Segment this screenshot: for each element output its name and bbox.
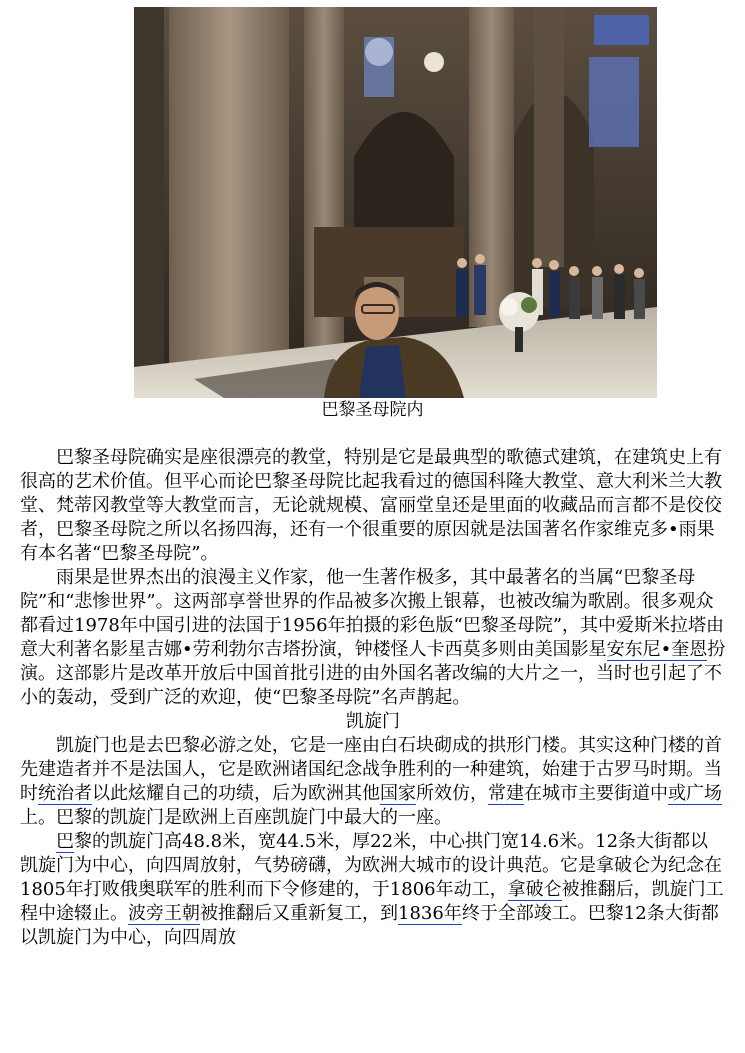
article-body xyxy=(20,446,726,950)
section-heading-arc: 凯旋门 xyxy=(346,711,400,732)
photo-notre-dame-interior xyxy=(134,7,657,398)
link-ruler[interactable]: 统治者 xyxy=(38,783,92,804)
paragraph-arc-details-text-c: 被推翻后又重新复工，到 xyxy=(200,903,398,924)
paragraph-arc-text-b: 以此炫耀自己的功绩，后为欧洲其他 xyxy=(92,783,380,804)
paragraph-arc-text-c: 所效仿， xyxy=(416,783,488,804)
paragraph-arc-details-text-a: 黎的凯旋门高48.8米，宽44.5米，厚22米，中心拱门宽14.6米。12条大街都以凯旋门为中心，向四周放射，气势磅礴，为欧洲大城市的设计典范。它是拿破仑为纪念在1805年打败俄奥联军的胜利而下令修建的，于1806年动工， xyxy=(20,831,722,900)
link-napoleon[interactable]: 拿破仑 xyxy=(507,879,562,900)
photo-caption: 巴黎圣母院内 xyxy=(321,400,424,420)
paragraph-arc-details-text-d: 终于全部竣工。巴黎12条大街都以凯旋门为中心，向四周放 xyxy=(20,903,719,948)
paragraph-arc-text-e: 上。巴黎的凯旋门是欧洲上百座凯旋门中最大的一座。 xyxy=(20,807,452,828)
paragraph-arc-details-text-b: 被推翻后，凯旋门工程中途辍止。 xyxy=(20,879,724,924)
paragraph-hugo xyxy=(20,566,726,710)
link-bourbon-dynasty[interactable]: 波旁王朝 xyxy=(128,903,200,924)
paragraph-hugo-text-a: 雨果是世界杰出的浪漫主义作家，他一生著作极多，其中最著名的当属“巴黎圣母院”和“悲惨世界”。这两部享誉世界的作品被多次搬上银幕，也被改编为歌剧。很多观众都看过1978年中国引进的法国于1956年拍摄的彩色版“巴黎圣母院”，其中爱斯米拉塔由意大利著名影星吉娜•劳利勃尔吉塔扮演，钟楼怪人卡西莫多则由美国影星 xyxy=(20,567,725,660)
paragraph-notre-dame-intro: 巴黎圣母院确实是座很漂亮的教堂，特别是它是最典型的歌德式建筑，在建筑史上有很高的艺术价值。但平心而论巴黎圣母院比起我看过的德国科隆大教堂、意大利米兰大教堂、梵蒂冈教堂等大教堂而言，无论就规模、富丽堂皇还是里面的收藏品而言都不是佼佼者，巴黎圣母院之所以名扬四海，还有一个很重要的原因就是法国著名作家维克多•雨果有本名著“巴黎圣母院”。 xyxy=(20,447,722,564)
paragraph-arc-intro xyxy=(20,734,726,830)
paragraph-arc-text-a: 凯旋门也是去巴黎必游之处，它是一座由白石块砌成的拱形门楼。其实这种门楼的首先建造者并不是法国人，它是欧洲诸国纪念战争胜利的一种建筑，始建于古罗马时期。当时 xyxy=(20,735,722,804)
paragraph-arc-details xyxy=(20,830,726,950)
link-square[interactable]: 或广场 xyxy=(668,783,722,804)
link-paris[interactable]: 巴 xyxy=(56,831,74,852)
paragraph-hugo-text-b: 扮演。这部影片是改革开放后中国首批引进的由外国名著改编的大片之一，当时也引起了不小的轰动，受到广泛的欢迎，使“巴黎圣母院”名声鹊起。 xyxy=(20,639,726,708)
link-often-built[interactable]: 常建 xyxy=(488,783,524,804)
link-1836[interactable]: 1836年 xyxy=(398,903,462,924)
link-anthony-quinn[interactable]: 安东尼•奎恩 xyxy=(606,639,708,660)
cathedral-photo-illustration xyxy=(134,7,657,398)
paragraph-arc-text-d: 在城市主要街道中 xyxy=(524,783,668,804)
link-country[interactable]: 国家 xyxy=(380,783,416,804)
